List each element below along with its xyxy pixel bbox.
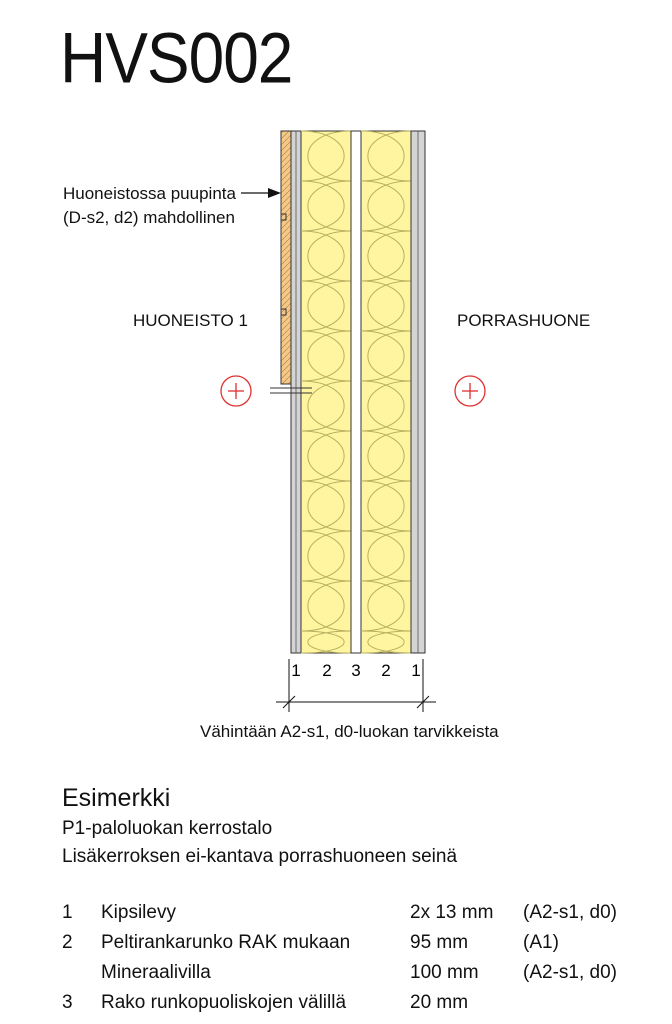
layer-number: 3 xyxy=(351,661,361,680)
room-label-left: HUONEISTO 1 xyxy=(133,311,248,330)
air-gap xyxy=(351,131,361,653)
wood-panel xyxy=(281,131,291,384)
layer-class: (A1) xyxy=(523,932,559,953)
layer-class: (A2-s1, d0) xyxy=(523,902,617,923)
layer-name: Kipsilevy xyxy=(101,902,176,923)
layer-size: 20 mm xyxy=(410,992,469,1013)
layer-num: 3 xyxy=(62,992,73,1013)
layer-size: 100 mm xyxy=(410,962,479,983)
callout-arrow xyxy=(241,188,281,198)
layer-number: 1 xyxy=(291,661,301,680)
dimension-note: Vähintään A2-s1, d0-luokan tarvikkeista xyxy=(200,722,499,741)
callout-text-line2: (D-s2, d2) mahdollinen xyxy=(63,208,235,227)
layer-number: 2 xyxy=(322,661,332,680)
layer-size: 2x 13 mm xyxy=(410,902,494,923)
layer-num: 2 xyxy=(62,932,73,953)
layer-size: 95 mm xyxy=(410,932,469,953)
layer-num: 1 xyxy=(62,902,73,923)
layer-name: Rako runkopuoliskojen välillä xyxy=(101,992,347,1013)
layer-class: (A2-s1, d0) xyxy=(523,962,617,983)
fire-side-marker-left xyxy=(221,376,251,406)
example-line2: Lisäkerroksen ei-kantava porrashuoneen seinä xyxy=(62,846,458,867)
fire-side-marker-right xyxy=(455,376,485,406)
callout-text-line1: Huoneistossa puupinta xyxy=(63,184,236,203)
layer-number: 2 xyxy=(381,661,391,680)
room-label-right: PORRASHUONE xyxy=(457,311,591,330)
example-heading: Esimerkki xyxy=(62,784,171,812)
layer-name: Mineraalivilla xyxy=(101,962,211,983)
layer-name: Peltirankarunko RAK mukaan xyxy=(101,932,351,953)
layer-number: 1 xyxy=(411,661,421,680)
example-line1: P1-paloluokan kerrostalo xyxy=(62,818,273,839)
drawing-title: HVS002 xyxy=(60,17,293,99)
